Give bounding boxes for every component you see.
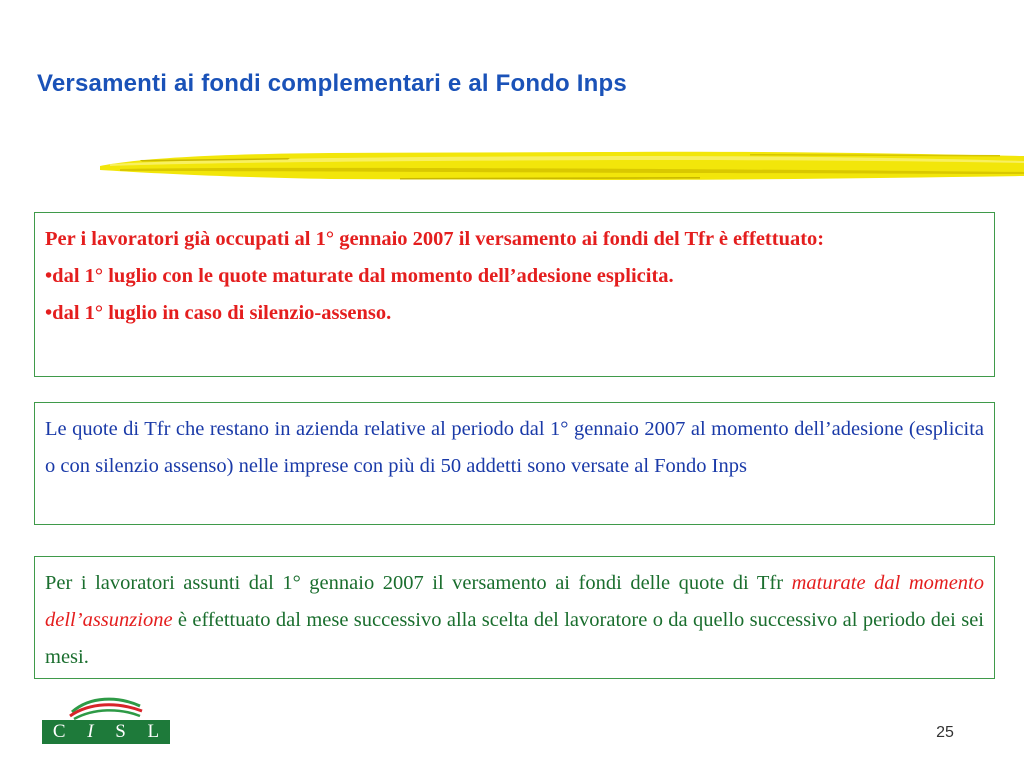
cisl-logo — [42, 692, 170, 746]
cisl-red-green-waves — [66, 692, 146, 720]
box3-text-emphasis: maturate dal momento dell’assunzione — [45, 572, 984, 631]
box2-text: Le quote di Tfr che restano in azienda relative al periodo dal 1° gennaio 2007 al momento dell’adesione (esplicita o con silenzio assenso) nelle imprese con più di 50 addetti sono versate al Fondo Inps — [45, 418, 984, 477]
page-number: 25 — [936, 724, 954, 741]
tfr-quotas-box — [34, 402, 995, 525]
logo-letter-c: C — [52, 721, 66, 742]
box1-bullet-1: •dal 1° luglio con le quote maturate dal momento dell’adesione esplicita. — [45, 265, 674, 287]
logo-letter-i: I — [87, 721, 94, 742]
cisl-logo-bar — [42, 720, 170, 744]
box1-intro: Per i lavoratori già occupati al 1° gennaio 2007 il versamento ai fondi del Tfr è effettuato: — [45, 228, 825, 250]
already-employed-box — [34, 212, 995, 377]
yellow-brush-stroke-decoration — [100, 143, 1024, 189]
logo-letter-l: L — [147, 721, 160, 742]
slide-title: Versamenti ai fondi complementari e al Fondo Inps — [37, 70, 627, 97]
box3-text-before: Per i lavoratori assunti dal 1° gennaio 2007 il versamento ai fondi delle quote di Tfr — [45, 572, 792, 594]
box3-text-after: è effettuato dal mese successivo alla scelta del lavoratore o da quello successivo al periodo dei sei mesi. — [45, 609, 984, 668]
logo-letter-s: S — [115, 721, 126, 742]
box1-bullet-2: •dal 1° luglio in caso di silenzio-assenso. — [45, 302, 392, 324]
newly-hired-box — [34, 556, 995, 679]
